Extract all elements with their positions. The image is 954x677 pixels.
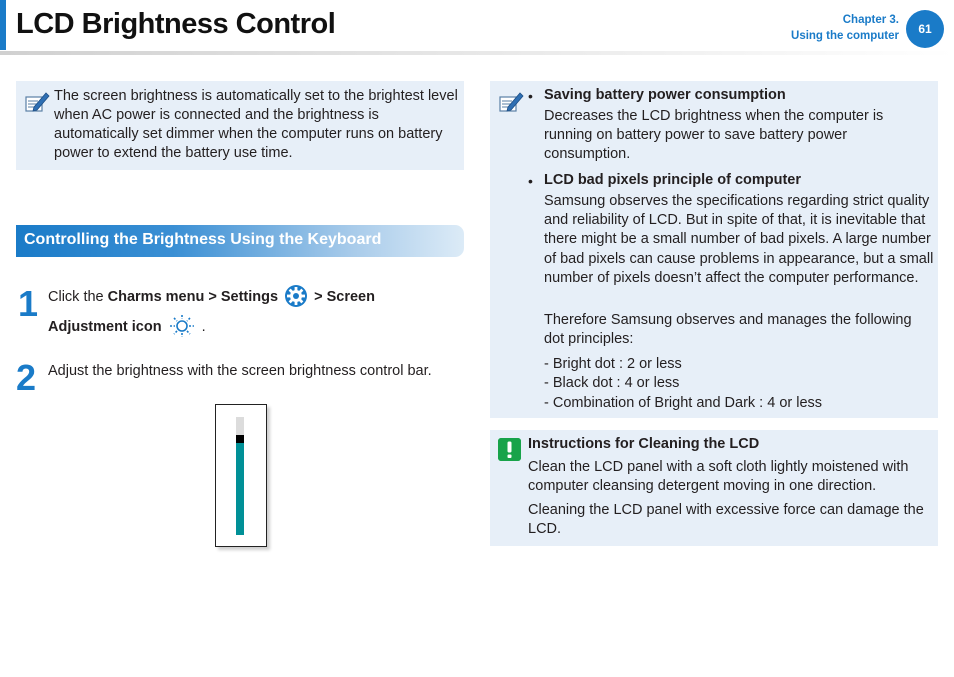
header-divider [0,51,954,55]
brightness-control-panel [215,404,267,547]
note-box-auto-brightness [16,81,464,170]
cleaning-text-2: Cleaning the LCD panel with excessive force can damage the LCD. [528,502,924,538]
chapter-label [791,12,899,44]
step-1-text [48,284,458,310]
step-1-charms-menu: Charms menu > Settings [107,288,279,305]
cleaning-text-1: Clean the LCD panel with a soft cloth lightly moistened with computer cleansing detergent moving in one direction. [528,459,909,495]
step-number-2: 2 [16,357,37,398]
header-accent-bar [0,0,6,50]
dot-principle-black: - Black dot : 4 or less [544,375,680,391]
bullet-1: • [528,88,533,104]
page-title: LCD Brightness Control [16,8,336,40]
step-1-screen: > Screen [310,288,375,305]
brightness-slider-handle[interactable] [236,435,244,443]
chapter-title: Using the computer [791,30,899,42]
brightness-level-fill [236,443,244,535]
bullet-2: • [528,173,533,189]
note-text: The screen brightness is automatically set to the brightest level when AC power is connected and the brightness is automatically set dimmer when the computer runs on battery power to extend the battery use time. [54,88,458,161]
pencil-note-icon [498,89,524,115]
settings-gear-icon [284,284,308,308]
battery-saving-heading: Saving battery power consumption [544,87,786,103]
step-1-pre: Click the [48,288,108,305]
step-number-1: 1 [18,283,39,324]
bad-pixels-heading: LCD bad pixels principle of computer [544,172,802,188]
section-heading-bar [16,225,464,257]
dot-principle-bright: - Bright dot : 2 or less [544,356,682,372]
step-1-adjustment-icon-label: Adjustment icon [48,318,162,335]
cleaning-heading: Instructions for Cleaning the LCD [528,436,760,452]
dot-principles-intro: Therefore Samsung observes and manages the following dot principles: [544,312,912,348]
brightness-sun-icon [168,314,196,338]
step-1-text-line2 [48,314,458,340]
battery-saving-text: Decreases the LCD brightness when the computer is running on battery power to save battery power consumption. [544,108,884,163]
chapter-number: Chapter 3. [842,14,899,26]
step-2-text: Adjust the brightness with the screen brightness control bar. [48,363,432,379]
pencil-note-icon [24,89,50,115]
exclamation-icon [498,438,521,461]
step-1-end: . [201,318,206,335]
page-number-badge: 61 [906,10,944,48]
note-box-lcd-info [490,81,938,418]
section-heading: Controlling the Brightness Using the Keyboard [24,231,382,248]
bad-pixels-text: Samsung observes the specifications regarding strict quality and reliability of LCD. But in spite of that, it is inevitable that there might be a small number of bad pixels. A large number of bad pixels can cause problems in appearance, but a small number of pixels doesn’t affect the computer performance. [544,193,934,286]
dot-principle-combination: - Combination of Bright and Dark : 4 or less [544,395,823,411]
caution-box-cleaning [490,430,938,546]
